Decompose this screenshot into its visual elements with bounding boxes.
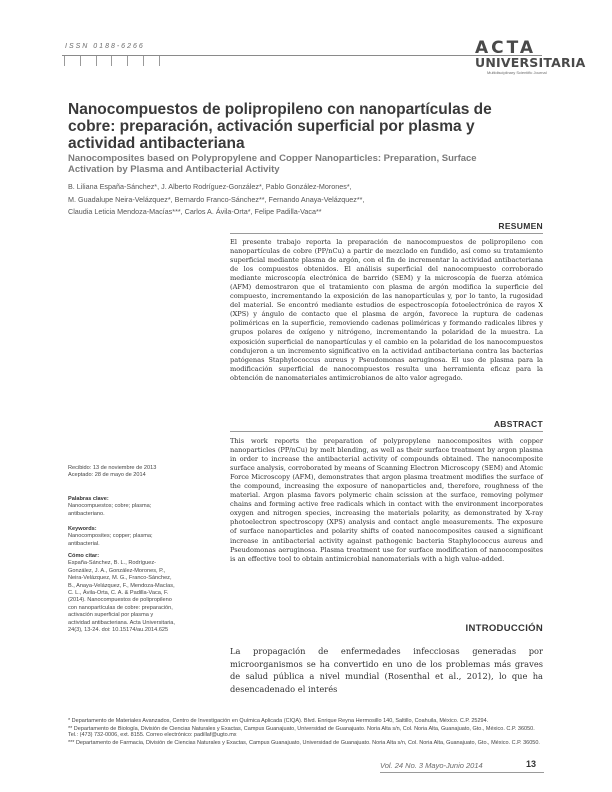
journal-logo bbox=[475, 38, 586, 78]
footnotes bbox=[68, 718, 543, 747]
resumen-text: El presente trabajo reporta la preparación de nanocompuestos de polipropileno con nanopartículas de cobre (PP/nCu) a partir de mezclado en fundido, así como su tratamiento superficial mediante plasma de argón, con el fin de incrementar la actividad antibacteriana de los compuestos obtenidos. El análisis superficial del nanocompuesto corroborado mediante microscopía electrónica de barrido (SEM) y la microscopía de fuerza atómica (AFM) demostraron que el tratamiento con plasma de argón modifica la superficie del compuesto, incrementando la exposición de las nanopartículas y, por lo tanto, la rugosidad del material. Se encontró mediante estudios de espectroscopía fotoelectrónica de rayos X (XPS) y ángulo de contacto que el plasma de argón, favorece la ruptura de cadenas poliméricas en la superficie, removiendo cadenas poliméricas y formando radicales libres y grupos polares de oxígeno y nitrógeno, incrementando la polaridad de la muestra. La exposición superficial de nanopartículas y el cambio en la polaridad de los nanocompuestos condujeron a un incremento significativo en la actividad antibacteriana contra las bacterias patógenas Staphylococcus aureus y Pseudomonas aeruginosa. El uso de plasma para la modificación superficial de nanocompuestos resulta una herramienta eficaz para la obtención de nanomateriales antimicrobianos de alto valor agregado. bbox=[230, 238, 543, 382]
volume-label: Vol. 24 No. 3 Mayo-Junio 2014 bbox=[380, 761, 483, 770]
footnote: *** Departamento de Farmacia, División de Ciencias Naturales y Exactas, Campus Guanajuato, Universidad de Guanajuato. Noria Alta s/n, Col. Noria Alta, Guanajuato, Gto., México. C.P. 36050. bbox=[68, 739, 540, 746]
keywords-text: Nanocomposites; copper; plasma; antibacterial. bbox=[68, 533, 153, 547]
footer-rule bbox=[380, 772, 544, 773]
keywords-block bbox=[68, 526, 176, 548]
keywords-label: Keywords: bbox=[68, 526, 97, 532]
dates-block bbox=[68, 465, 176, 480]
como-citar-label: Cómo citar: bbox=[68, 553, 100, 559]
footnote: * Departamento de Materiales Avanzados, Centro de Investigación en Química Aplicada (CIQA). Blvd. Enrique Reyna Hermosillo 140, Saltillo, Coahuila, México. C.P. 25294. bbox=[68, 718, 489, 724]
author-list bbox=[68, 181, 478, 219]
abstract-text: This work reports the preparation of polypropylene nanocomposites with copper nanoparticles (PP/nCu) by melt blending, as well as their surface treatment by argon plasma in order to increase the antibacterial activity of compounds obtained. The nanocomposite surface analysis, corroborated by means of Scanning Electron Microscopy (SEM) and Atomic Force Microscopy (AFM), demonstrates that argon plasma treatment modifies the surface of the compound, increasing the exposure of nanoparticles and, therefore, roughness of the material. Argon plasma favors polymeric chain scission at the surface, removing polymer chains and forming active free radicals which in contact with the environment incorporates oxygen and nitrogen species, increasing the materials polarity, as demonstrated by X-ray photoelectron spectroscopy (XPS) analysis and contact angle measurements. The exposure of surface nanoparticles and polarity shifts of coated nanocomposites caused a significant increase in antibacterial activity against pathogenic bacteria Staphylococcus aureus and Pseudomonas aeruginosa. Plasma treatment use for surface modification of nanocomposites is an effective tool to obtain antimicrobial nanomaterials with a high value-added. bbox=[230, 437, 543, 563]
footnote: ** Departamento de Biología, División de Ciencias Naturales y Exactas, Campus Guanajuato, Universidad de Guanajuato. Noria Alta s/n, Col. Noria Alta, Guanajuato, Gto., México. C.P. 36050. Tel.: (473) 732-0006, ext. 8155. Correo electrónico: padillaf@ugto.mx bbox=[68, 725, 535, 739]
header-tick-marks bbox=[64, 56, 160, 66]
author-line: B. Liliana España-Sánchez*, J. Alberto Rodríguez-González*, Pablo González-Morones*, bbox=[68, 182, 352, 191]
logo-tagline: Multidisciplinary Scientific Journal bbox=[487, 70, 547, 75]
logo-acta: ACTA bbox=[475, 38, 537, 58]
author-line: Claudia Leticia Mendoza-Macías***, Carlos A. Ávila-Orta*, Felipe Padilla-Vaca** bbox=[68, 207, 322, 216]
article-subtitle: Nanocomposites based on Polypropylene and Copper Nanoparticles: Preparation, Surface Activation by Plasma and Antibacterial Activity bbox=[68, 153, 477, 175]
palabras-clave-label: Palabras clave: bbox=[68, 496, 109, 502]
received-date: Recibido: 13 de noviembre de 2013 bbox=[68, 465, 157, 471]
resumen-heading: RESUMEN bbox=[230, 221, 543, 234]
accepted-date: Aceptado: 28 de mayo de 2014 bbox=[68, 472, 146, 479]
logo-universitaria: UNIVERSITARIA bbox=[475, 55, 586, 70]
palabras-clave-text: Nanocompuestos; cobre; plasma; antibacteriano. bbox=[68, 503, 152, 517]
abstract-heading: ABSTRACT bbox=[230, 419, 543, 432]
author-line: M. Guadalupe Neira-Velázquez*, Bernardo Franco-Sánchez**, Fernando Anaya-Velázquez**, bbox=[68, 194, 365, 204]
como-citar-text: España-Sánchez, B. L., Rodríguez-González, J. A., González-Morones, P., Neira-Velázquez, M. G., Franco-Sánchez, B., Anaya-Velázquez, F., Mendoza-Macías, C. L., Ávila-Orta, C. A. & Padilla-Vaca, F. (2014). Nanocompuestos de polipropileno con nanopartículas de cobre: preparación, activación superficial por plasma y actividad antibacteriana. Acta Universitaria, 24(3), 13-24. doi: 10.15174/au.2014.625 bbox=[68, 560, 175, 634]
article-title: Nanocompuestos de polipropileno con nanopartículas de cobre: preparación, activación superficial por plasma y actividad antibacteriana bbox=[68, 101, 492, 152]
introduccion-text: La propagación de enfermedades infecciosas generadas por microorganismos se ha convertido en uno de los problemas más graves de salud pública a nivel mundial (Rosenthal et al., 2012), lo que ha desencadenado el interés bbox=[230, 646, 543, 694]
como-citar-block bbox=[68, 553, 176, 634]
page-number: 13 bbox=[525, 759, 536, 769]
issn-label: ISSN 0188-6266 bbox=[65, 43, 145, 50]
introduccion-heading: INTRODUCCIÓN bbox=[465, 623, 543, 634]
palabras-clave-block bbox=[68, 496, 176, 518]
